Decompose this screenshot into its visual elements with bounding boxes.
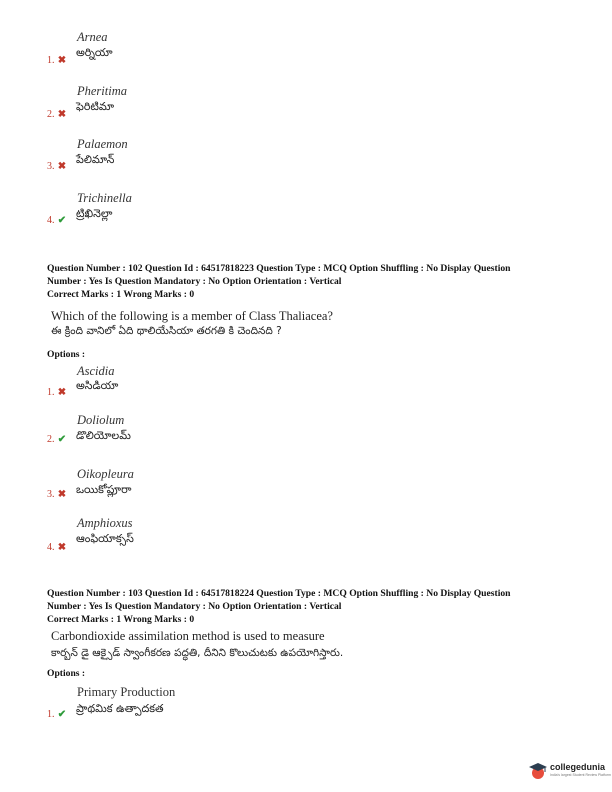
- option-text-te: ట్రిఖినెల్లా: [76, 207, 113, 220]
- option-text-te: ఒయికోప్లూరా: [76, 483, 132, 496]
- option-text-te: అసిడియా: [76, 379, 119, 392]
- options-label: Options :: [47, 668, 86, 679]
- option-text-te: ఆంఫియాక్సస్: [76, 532, 134, 545]
- wrong-mark-icon: ✖: [57, 542, 67, 553]
- option-text-te: డొలియోలమ్: [76, 429, 131, 442]
- logo-tagline: India's largest Student Review Platform: [550, 773, 611, 777]
- correct-check-icon: ✔: [57, 709, 67, 720]
- correct-check-icon: ✔: [57, 434, 67, 445]
- option-text-en: Pheritima: [77, 84, 127, 98]
- option-text-en: Amphioxus: [77, 516, 133, 530]
- option-number: 1. ✖: [47, 387, 67, 398]
- graduate-cap-icon: [528, 760, 548, 782]
- option-number: 1. ✔: [47, 709, 67, 720]
- option-text-te: ఫెరిటిమా: [76, 100, 115, 113]
- option-number: 3. ✖: [47, 489, 67, 500]
- option-number: 3. ✖: [47, 161, 67, 172]
- option-number: 4. ✖: [47, 542, 67, 553]
- option-number: 2. ✔: [47, 434, 67, 445]
- wrong-mark-icon: ✖: [57, 489, 67, 500]
- wrong-mark-icon: ✖: [57, 109, 67, 120]
- question-meta: Question Number : 103 Question Id : 64517818224 Question Type : MCQ Option Shuffling : No Display Question Number : Yes Is Question Mandatory : No Option Orientation : Vertical Correct Marks : 1 Wrong Marks : 0: [47, 587, 567, 626]
- option-text-en: Arnea: [77, 30, 108, 44]
- option-text-te: పేలిమాన్: [76, 153, 115, 166]
- option-number: 4. ✔: [47, 215, 67, 226]
- marks-info: Correct Marks : 1 Wrong Marks : 0: [47, 289, 195, 300]
- option-number: 2. ✖: [47, 109, 67, 120]
- option-text-en: Palaemon: [77, 137, 128, 151]
- option-number: 1. ✖: [47, 55, 67, 66]
- wrong-mark-icon: ✖: [57, 161, 67, 172]
- collegedunia-logo: [528, 760, 612, 784]
- option-text-te: ప్రాథమిక ఉత్పాదకత: [76, 702, 164, 715]
- wrong-mark-icon: ✖: [57, 55, 67, 66]
- marks-info: Correct Marks : 1 Wrong Marks : 0: [47, 614, 195, 625]
- wrong-mark-icon: ✖: [57, 387, 67, 398]
- correct-check-icon: ✔: [57, 215, 67, 226]
- options-label: Options :: [47, 349, 86, 360]
- question-text-te: ఈ క్రింది వానిలో ఏది థాలియేసియా తరగతి కి చెందినది ?: [51, 325, 282, 337]
- option-text-en: Ascidia: [77, 364, 115, 378]
- option-text-en: Primary Production: [77, 685, 176, 699]
- question-text-en: Which of the following is a member of Class Thaliacea?: [51, 309, 333, 323]
- logo-text: collegedunia: [550, 762, 606, 772]
- option-text-en: Trichinella: [77, 191, 132, 205]
- option-text-te: అర్నియా: [76, 46, 113, 59]
- question-meta: Question Number : 102 Question Id : 64517818223 Question Type : MCQ Option Shuffling : No Display Question Number : Yes Is Question Mandatory : No Option Orientation : Vertical Correct Marks : 1 Wrong Marks : 0: [47, 262, 567, 301]
- question-text-te: కార్బన్ డై ఆక్సైడ్ స్వాంగీకరణ పద్ధతి, దీనిని కొలుచుటకు ఉపయోగిస్తారు.: [51, 647, 344, 659]
- option-text-en: Oikopleura: [77, 467, 134, 481]
- question-text-en: Carbondioxide assimilation method is used to measure: [51, 629, 325, 643]
- option-text-en: Doliolum: [77, 413, 125, 427]
